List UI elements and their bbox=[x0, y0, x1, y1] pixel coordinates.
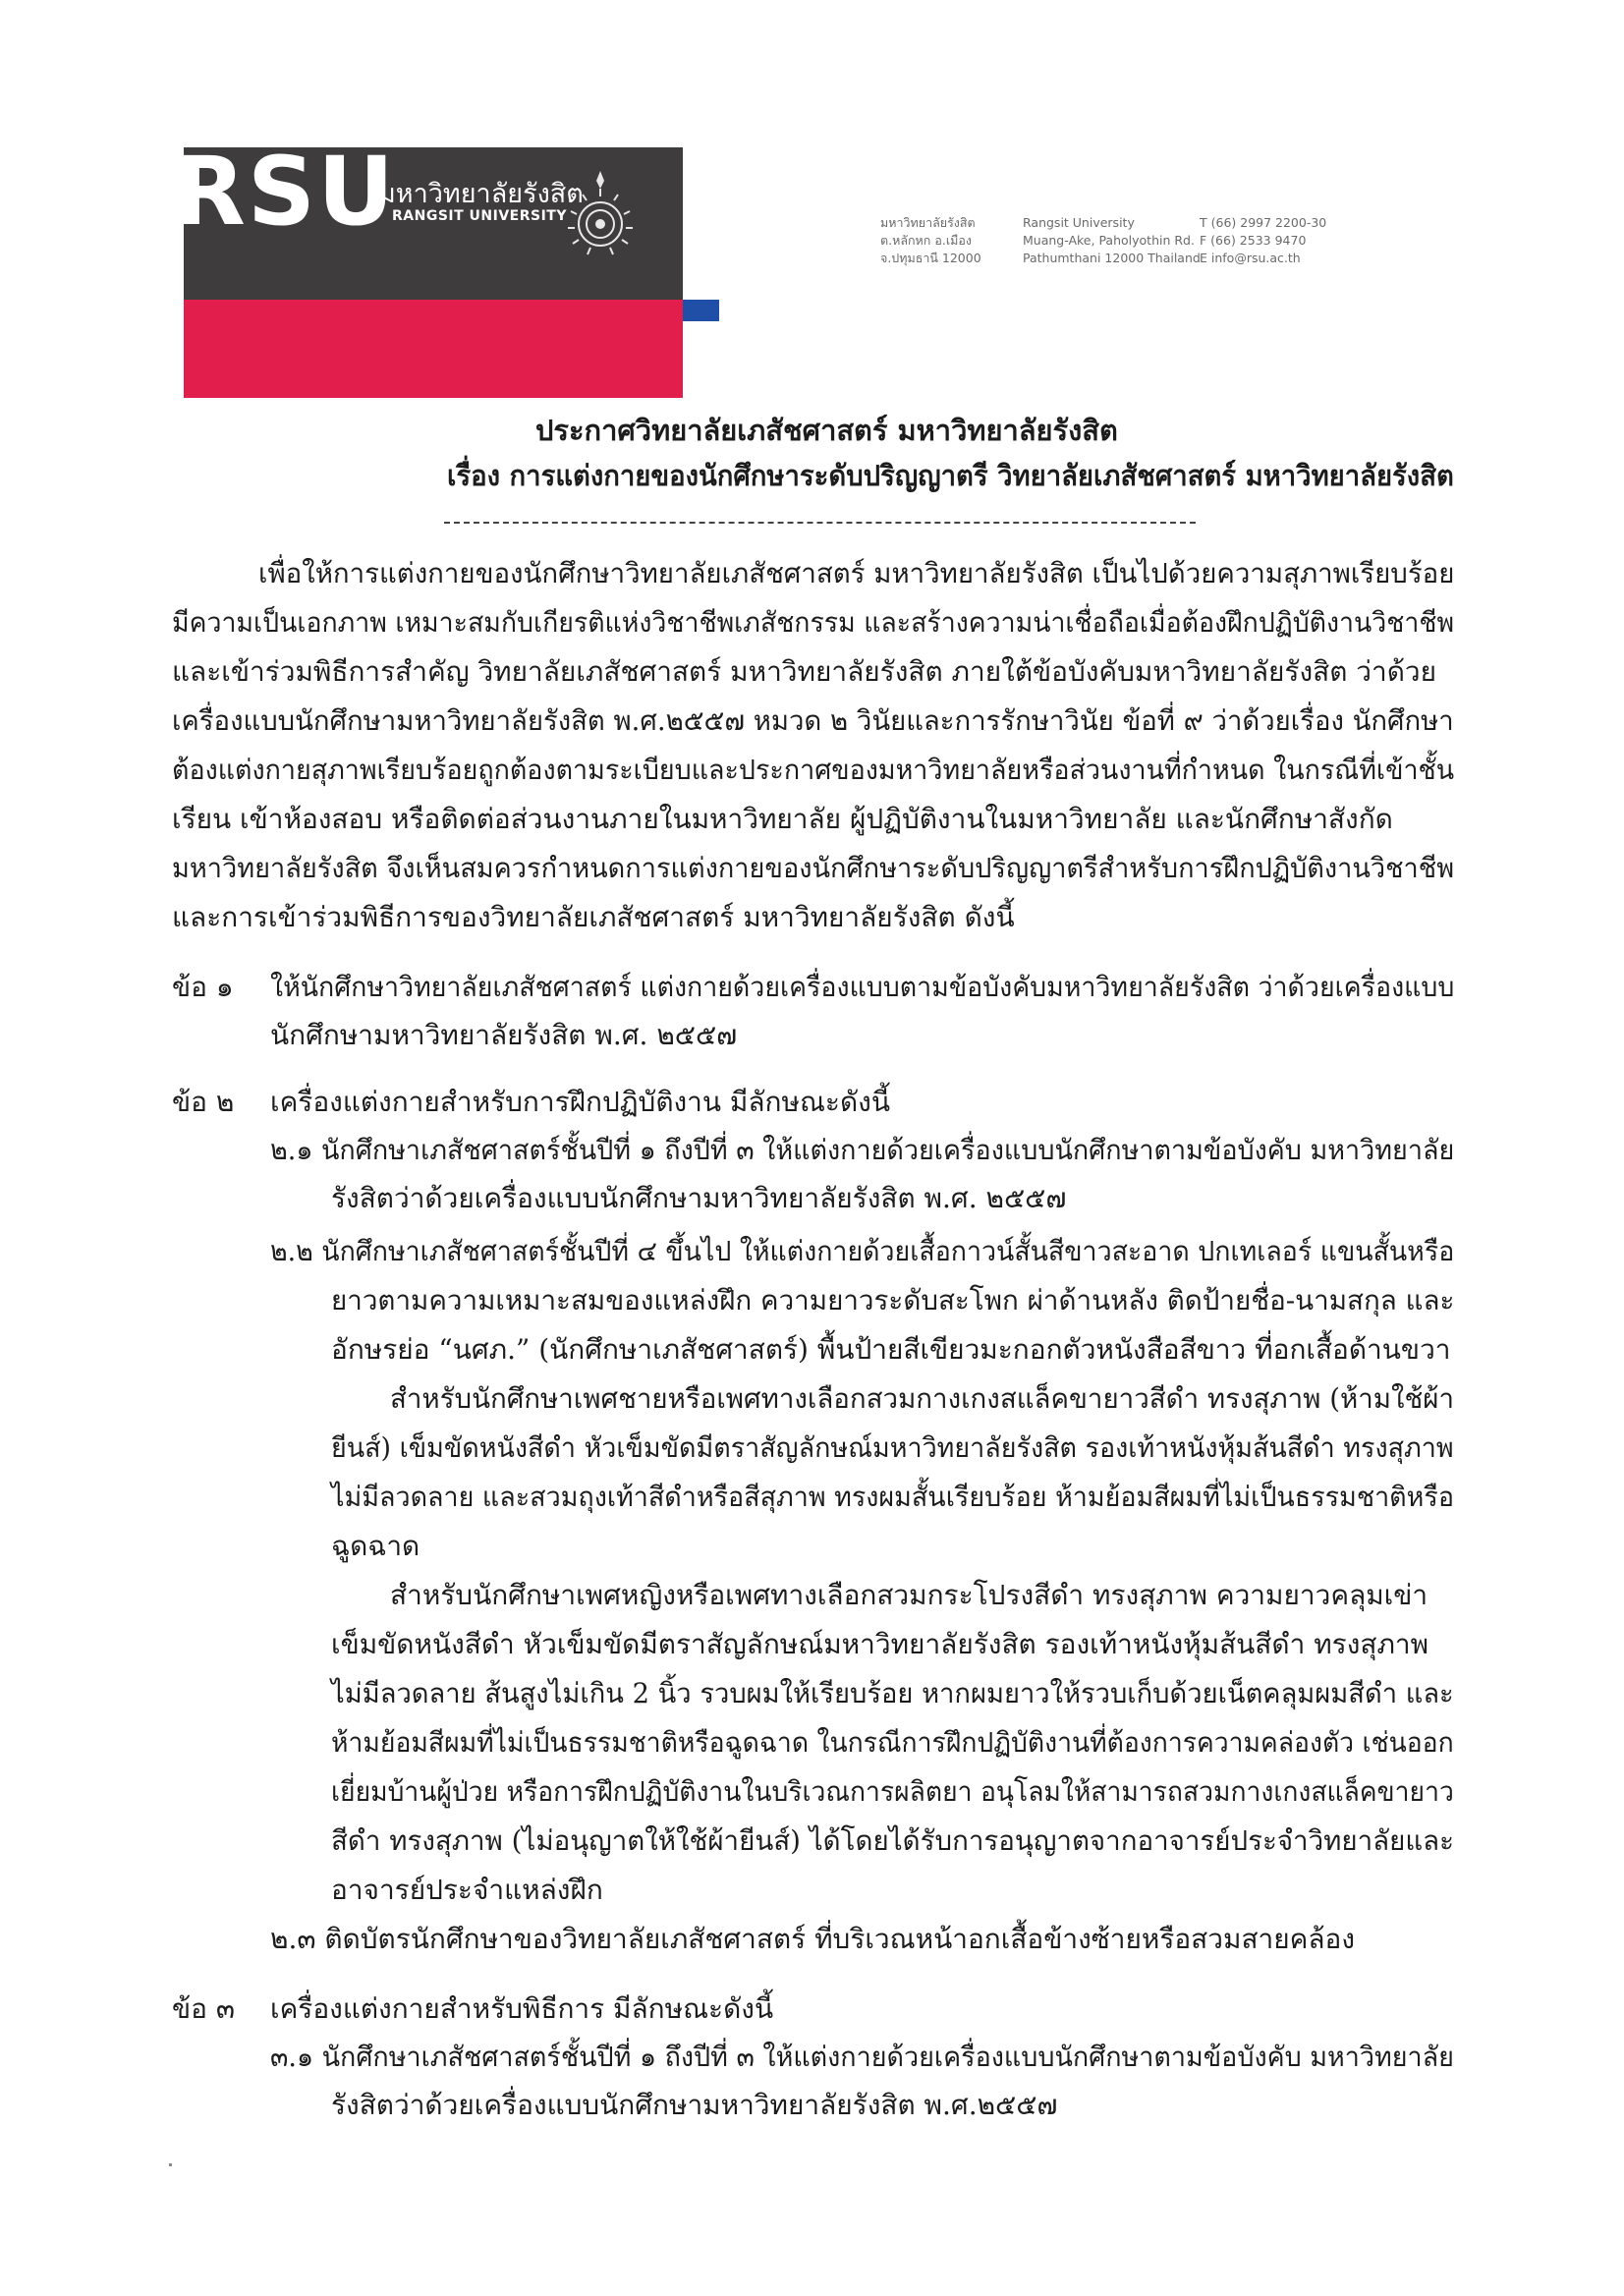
intro-line: และเข้าร่วมพิธีการสำคัญ วิทยาลัยเภสัชศาสตร์ มหาวิทยาลัยรังสิต ภายใต้ข้อบังคับมหาวิทยาลัยรังสิต ว่าด้วย bbox=[172, 655, 1437, 688]
female-dress-line: เข็มขัดหนังสีดำ หัวเข็มขัดมีตราสัญลักษณ์มหาวิทยาลัยรังสิต รองเท้าหนังหุ้มส้นสีดำ ทรงสุภาพ bbox=[331, 1628, 1429, 1660]
intro-line: เพื่อให้การแต่งกายของนักศึกษาวิทยาลัยเภสัชศาสตร์ มหาวิทยาลัยรังสิต เป็นไปด้วยความสุภาพเรียบร้อย bbox=[258, 557, 1455, 589]
male-dress-line: ยีนส์) เข็มขัดหนังสีดำ หัวเข็มขัดมีตราสัญลักษณ์มหาวิทยาลัยรังสิต รองเท้าหนังหุ้มส้นสีดำ ทรงสุภาพ bbox=[331, 1431, 1454, 1464]
female-dress-line: สีดำ ทรงสุภาพ (ไม่อนุญาตให้ใช้ผ้ายีนส์) ได้โดยได้รับการอนุญาตจากอาจารย์ประจำวิทยาลัยและ bbox=[331, 1824, 1455, 1857]
address-thai: มหาวิทยาลัยรังสิต ต.หลักหก อ.เมือง จ.ปทุมธานี 12000 bbox=[880, 215, 981, 265]
clause-line: นักศึกษามหาวิทยาลัยรังสิต พ.ศ. ๒๕๕๗ bbox=[270, 1019, 738, 1051]
female-dress-line: ห้ามย้อมสีผมที่ไม่เป็นธรรมชาติหรือฉูดฉาด ในกรณีการฝึกปฏิบัติงานที่ต้องการความคล่องตัว เช่นออก bbox=[331, 1726, 1454, 1759]
announcement-subject: เรื่อง การแต่งกายของนักศึกษาระดับปริญญาตรี วิทยาลัยเภสัชศาสตร์ มหาวิทยาลัยรังสิต bbox=[447, 459, 1454, 492]
clause-heading: เครื่องแต่งกายสำหรับพิธีการ มีลักษณะดังนี้ bbox=[270, 1992, 774, 2025]
subclause-line: ๓.๑ นักศึกษาเภสัชศาสตร์ชั้นปีที่ ๑ ถึงปีที่ ๓ ให้แต่งกายด้วยเครื่องแบบนักศึกษาตามข้อบังคับ มหาวิทยาลัย bbox=[270, 2041, 1454, 2073]
male-dress-line: สำหรับนักศึกษาเพศชายหรือเพศทางเลือกสวมกางเกงสแล็คขายาวสีดำ ทรงสุภาพ (ห้ามใช้ผ้า bbox=[390, 1382, 1455, 1415]
subclause-line: รังสิตว่าด้วยเครื่องแบบนักศึกษามหาวิทยาลัยรังสิต พ.ศ.๒๕๕๗ bbox=[331, 2089, 1058, 2121]
intro-line: ต้องแต่งกายสุภาพเรียบร้อยถูกต้องตามระเบียบและประกาศของมหาวิทยาลัยหรือส่วนงานที่กำหนด ในกรณีที่เข้าชั้น bbox=[172, 754, 1455, 786]
male-dress-line: ไม่มีลวดลาย และสวมถุงเท้าสีดำหรือสีสุภาพ ทรงผมสั้นเรียบร้อย ห้ามย้อมสีผมที่ไม่เป็นธรรมชาติหรือ bbox=[331, 1481, 1454, 1513]
subclause-line: รังสิตว่าด้วยเครื่องแบบนักศึกษามหาวิทยาลัยรังสิต พ.ศ. ๒๕๕๗ bbox=[331, 1182, 1067, 1214]
female-dress-line: เยี่ยมบ้านผู้ป่วย หรือการฝึกปฏิบัติงานในบริเวณการผลิตยา อนุโลมให้สามารถสวมกางเกงสแล็คขายาว bbox=[331, 1775, 1454, 1808]
announcement-title: ประกาศวิทยาลัยเภสัชศาสตร์ มหาวิทยาลัยรังสิต bbox=[535, 414, 1118, 447]
female-dress-line: ไม่มีลวดลาย ส้นสูงไม่เกิน 2 นิ้ว รวบผมให้เรียบร้อย หากผมยาวให้รวบเก็บด้วยเน็ตคลุมผมสีดำ และ bbox=[331, 1677, 1454, 1709]
university-name-thai: มหาวิทยาลัยรังสิต bbox=[378, 179, 584, 209]
rsu-logo-text: RSU bbox=[173, 137, 397, 247]
intro-line: มหาวิทยาลัยรังสิต จึงเห็นสมควรกำหนดการแต่งกายของนักศึกษาระดับปริญญาตรีสำหรับการฝึกปฏิบัติงานวิชาชีพ bbox=[172, 852, 1455, 884]
male-dress-line: ฉูดฉาด bbox=[331, 1530, 420, 1562]
clause-line: ให้นักศึกษาวิทยาลัยเภสัชศาสตร์ แต่งกายด้วยเครื่องแบบตามข้อบังคับมหาวิทยาลัยรังสิต ว่าด้วยเครื่องแบบ bbox=[270, 971, 1455, 1003]
contact-info: T (66) 2997 2200-30 F (66) 2533 9470 E info@rsu.ac.th bbox=[1200, 215, 1327, 265]
subclause-line: ๒.๒ นักศึกษาเภสัชศาสตร์ชั้นปีที่ ๔ ขึ้นไป ให้แต่งกายด้วยเสื้อกาวน์สั้นสีขาวสะอาด ปกเทเลอร์ แขนสั้นหรือ bbox=[270, 1235, 1455, 1267]
letterhead-red-band bbox=[184, 300, 683, 398]
intro-line: เรียน เข้าห้องสอบ หรือติดต่อส่วนงานภายในมหาวิทยาลัย ผู้ปฏิบัติงานในมหาวิทยาลัย และนักศึกษาสังกัด bbox=[172, 803, 1393, 835]
title-divider bbox=[444, 522, 1196, 524]
scan-artifact bbox=[169, 2163, 172, 2166]
subclause-line: อักษรย่อ “นศภ.” (นักศึกษาเภสัชศาสตร์) พื้นป้ายสีเขียวมะกอกตัวหนังสือสีขาว ที่อกเสื้อด้านขวา bbox=[331, 1333, 1451, 1366]
intro-line: มีความเป็นเอกภาพ เหมาะสมกับเกียรติแห่งวิชาชีพเภสัชกรรม และสร้างความน่าเชื่อถือเมื่อต้องฝึกปฏิบัติงานวิชาชีพ bbox=[172, 606, 1455, 639]
university-name-english: RANGSIT UNIVERSITY bbox=[392, 208, 567, 224]
clause-label: ข้อ ๓ bbox=[172, 1992, 235, 2025]
subclause-line: ๒.๓ ติดบัตรนักศึกษาของวิทยาลัยเภสัชศาสตร์ ที่บริเวณหน้าอกเสื้อข้างซ้ายหรือสวมสายคล้อง bbox=[270, 1923, 1356, 1955]
address-english: Rangsit University Muang-Ake, Paholyothin Rd. Pathumthani 12000 Thailand bbox=[1023, 215, 1201, 265]
intro-line: เครื่องแบบนักศึกษามหาวิทยาลัยรังสิต พ.ศ.๒๕๕๗ หมวด ๒ วินัยและการรักษาวินัย ข้อที่ ๙ ว่าด้วยเรื่อง นักศึกษา bbox=[172, 704, 1454, 737]
female-dress-line: สำหรับนักศึกษาเพศหญิงหรือเพศทางเลือกสวมกระโปรงสีดำ ทรงสุภาพ ความยาวคลุมเข่า bbox=[390, 1579, 1428, 1611]
university-seal-icon bbox=[565, 169, 636, 259]
clause-heading: เครื่องแต่งกายสำหรับการฝึกปฏิบัติงาน มีลักษณะดังนี้ bbox=[270, 1086, 890, 1118]
subclause-line: ๒.๑ นักศึกษาเภสัชศาสตร์ชั้นปีที่ ๑ ถึงปีที่ ๓ ให้แต่งกายด้วยเครื่องแบบนักศึกษาตามข้อบังคับ มหาวิทยาลัย bbox=[270, 1134, 1455, 1166]
clause-label: ข้อ ๑ bbox=[172, 971, 234, 1003]
letterhead-blue-tail bbox=[683, 300, 719, 321]
intro-line: และการเข้าร่วมพิธีการของวิทยาลัยเภสัชศาสตร์ มหาวิทยาลัยรังสิต ดังนี้ bbox=[172, 901, 1015, 933]
clause-label: ข้อ ๒ bbox=[172, 1086, 235, 1118]
female-dress-line: อาจารย์ประจำแหล่งฝึก bbox=[331, 1874, 603, 1906]
subclause-line: ยาวตามความเหมาะสมของแหล่งฝึก ความยาวระดับสะโพก ผ่าด้านหลัง ติดป้ายชื่อ-นามสกุล และ bbox=[331, 1284, 1455, 1316]
